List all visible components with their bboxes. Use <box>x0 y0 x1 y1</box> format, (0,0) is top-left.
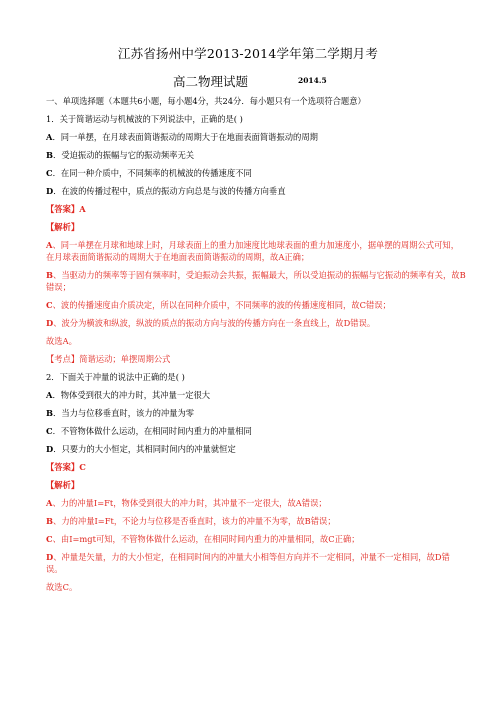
q2-analysis-c <box>46 533 466 545</box>
q1-analysis-d-letter: D <box>46 318 54 328</box>
q1-option-a <box>46 131 466 143</box>
q2-conclusion: 故选C。 <box>46 582 78 592</box>
q2-option-d-text: ．只要力的大小恒定，其相同时间内的冲量就恒定 <box>53 444 236 454</box>
q1-analysis-a <box>46 239 466 263</box>
q2-stem: 2．下面关于冲量的说法中正确的是( ) <box>46 372 185 382</box>
q1-analysis-d <box>46 317 466 329</box>
q1-analysis-a-text: 、同一单摆在月球和地球上时，月球表面上的重力加速度比地球表面的重力加速度小，据单摆的周期公式可知，在月球表面简谐振动的周期大于在地面表面简谐振动的周期，故A正确； <box>46 240 459 262</box>
subtitle-row <box>0 72 496 88</box>
q2-analysis-b-letter: B <box>46 516 54 526</box>
q2-analysis-b-text: 、力的冲量I=Ft，不论力与位移是否垂直时，该力的冲量不为零，故B错误； <box>53 516 336 526</box>
q1-option-d-text: ．在波的传播过程中，质点的振动方向总是与波的传播方向垂直 <box>53 186 286 196</box>
q2-answer: 【答案】C <box>46 462 86 472</box>
q2-option-b <box>46 407 466 419</box>
q1-analysis-c-text: 、波的传播速度由介质决定，所以在同种介质中，不同频率的波的传播速度相同，故C错误； <box>52 300 391 310</box>
q2-option-a <box>46 389 466 401</box>
q2-option-c-text: ．不管物体做什么运动，在相同时间内重力的冲量相同 <box>52 426 252 436</box>
q2-analysis-d-letter: D <box>46 552 54 562</box>
q1-option-a-text: ．同一单摆，在月球表面简谐振动的周期大于在地面表面简谐振动的周期 <box>52 132 318 142</box>
exam-date: 2014.5 <box>298 76 327 85</box>
q1-analysis-label: 【解析】 <box>46 222 80 232</box>
q2-analysis-b <box>46 515 466 527</box>
exam-subtitle: 高二物理试题 <box>173 74 249 89</box>
q1-option-c-text: ．在同一种介质中，不同频率的机械波的传播速度不同 <box>52 168 252 178</box>
q2-analysis-a-letter: A <box>46 498 53 508</box>
q1-option-d <box>46 185 466 197</box>
q2-option-d-letter: D <box>46 444 54 454</box>
document-body <box>46 95 466 601</box>
q1-option-c-letter: C <box>46 168 53 178</box>
q1-option-d-letter: D <box>46 186 54 196</box>
q1-conclusion: 故选A。 <box>46 336 77 346</box>
q2-analysis-a-text: 、力的冲量I=Ft，物体受到很大的冲力时，其冲量不一定很大，故A错误； <box>52 498 327 508</box>
q2-analysis-a <box>46 497 466 509</box>
q2-analysis-c-text: 、由I=mgt可知，不管物体做什么运动，在相同时间内重力的冲量相同，故C正确； <box>52 534 360 544</box>
q1-analysis-c <box>46 299 466 311</box>
q2-analysis-c-letter: C <box>46 534 53 544</box>
q2-option-b-text: ．当力与位移垂直时，该力的冲量为零 <box>53 408 195 418</box>
q2-analysis-d-text: 、冲量是矢量，力的大小恒定，在相同时间内的冲量大小相等但方向并不一定相同，冲量不一定相同，故D错误。 <box>46 552 450 574</box>
q1-option-b-letter: B <box>46 150 54 160</box>
q1-point: 【考点】简谐运动；单摆周期公式 <box>46 354 171 364</box>
q2-option-c-letter: C <box>46 426 53 436</box>
q1-analysis-b <box>46 269 466 293</box>
q2-option-a-text: ．物体受到很大的冲力时，其冲量一定很大 <box>52 390 211 400</box>
q2-option-a-letter: A <box>46 390 53 400</box>
q1-analysis-d-text: 、波分为横波和纵波，纵波的质点的振动方向与波的传播方向在一条直线上，故D错误。 <box>53 318 376 328</box>
q1-analysis-b-text: 、当驱动力的频率等于固有频率时，受迫振动会共振，振幅最大，所以受迫振动的振幅与它振动的频率有关，故B错误； <box>46 270 466 292</box>
page-title: 江苏省扬州中学2013-2014学年第二学期月考 <box>117 46 379 61</box>
q1-analysis-a-letter: A <box>46 240 53 250</box>
q1-option-b <box>46 149 466 161</box>
q1-option-b-text: ．受迫振动的振幅与它的振动频率无关 <box>53 150 195 160</box>
q1-answer: 【答案】A <box>46 204 86 214</box>
section-heading: 一、单项选择题（本题共6小题，每小题4分，共24分．每小题只有一个选项符合题意） <box>46 96 366 106</box>
q1-analysis-c-letter: C <box>46 300 53 310</box>
q2-analysis-d <box>46 551 466 575</box>
q1-option-a-letter: A <box>46 132 53 142</box>
q2-option-c <box>46 425 466 437</box>
q1-analysis-b-letter: B <box>46 270 54 280</box>
q2-option-d <box>46 443 466 455</box>
q1-option-c <box>46 167 466 179</box>
q2-analysis-label: 【解析】 <box>46 480 80 490</box>
q2-option-b-letter: B <box>46 408 54 418</box>
q1-stem: 1．关于简谐运动与机械波的下列说法中，正确的是( ) <box>46 114 243 124</box>
